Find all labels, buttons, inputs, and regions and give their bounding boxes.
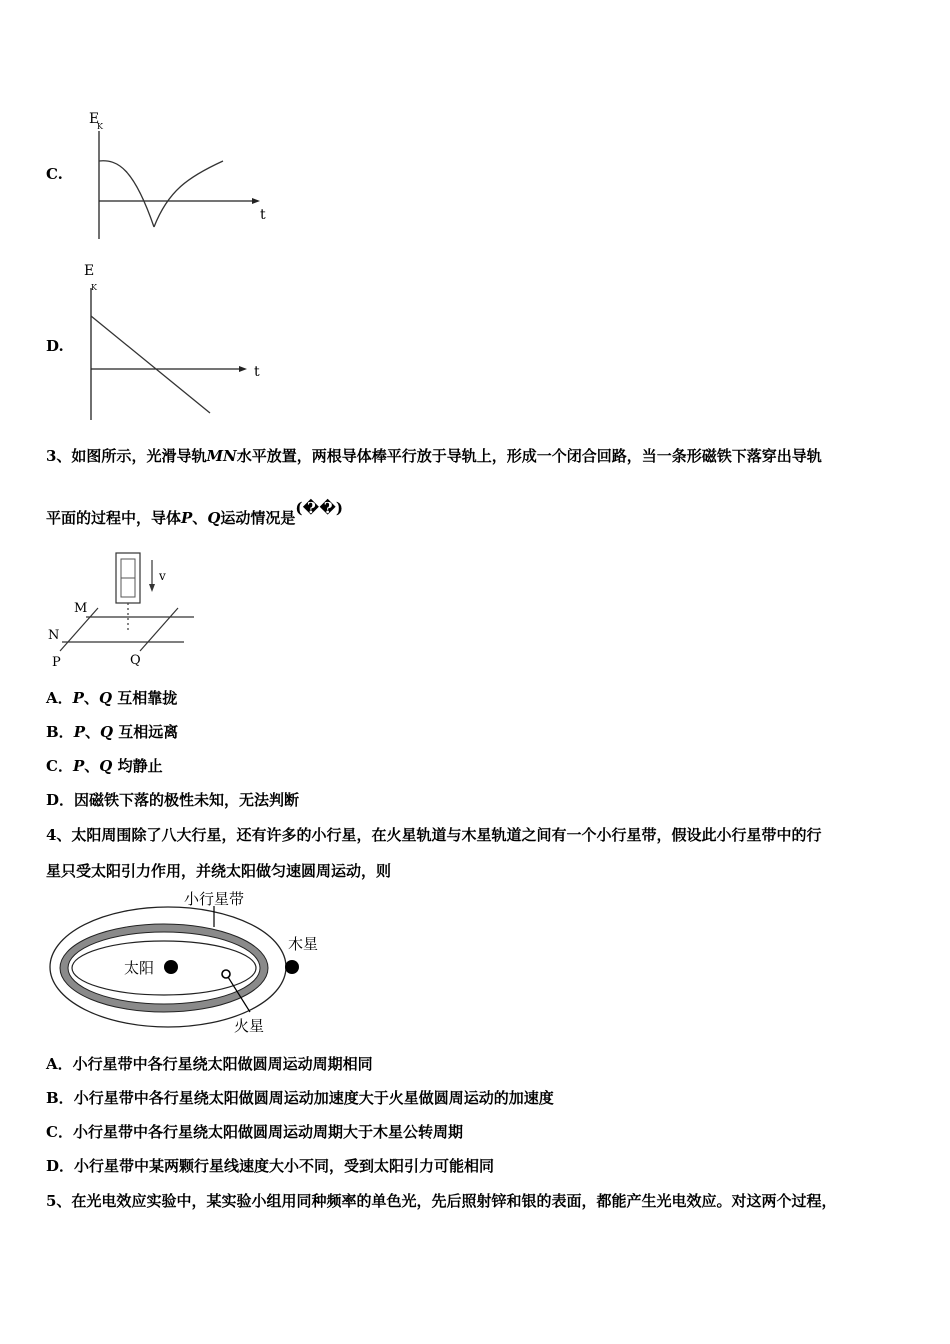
rail-label-n: N	[48, 628, 60, 643]
q5-stem-line1: 5、在光电效应实验中，某实验小组用同种频率的单色光，先后照射锌和银的表面，都能产生光电效应。对这两个过程，	[46, 1192, 837, 1210]
graph-c-label: C.	[46, 165, 63, 183]
graph-c-curve-rising	[154, 161, 223, 227]
q3-option-c[interactable]: C．P、Q 均静止	[46, 757, 163, 775]
velocity-label: v	[159, 569, 166, 583]
asteroid-belt-inner-edge	[68, 932, 260, 1004]
graph-c-curve-falling	[99, 161, 154, 227]
graph-d-line	[91, 316, 210, 413]
graph-d-x-label: t	[254, 364, 260, 380]
q3-stem-line2: 平面的过程中，导体P、Q运动情况是(��)	[46, 499, 343, 527]
mars-orbit	[72, 941, 256, 995]
graph-d-label: D.	[46, 337, 64, 355]
rod-label-p: P	[52, 655, 61, 670]
q4-option-a[interactable]: A．小行星带中各行星绕太阳做圆周运动周期相同	[46, 1055, 373, 1073]
q3-option-a[interactable]: A．P、Q 互相靠拢	[46, 689, 178, 707]
q4-option-b[interactable]: B．小行星带中各行星绕太阳做圆周运动加速度大于火星做圆周运动的加速度	[46, 1089, 554, 1107]
q3-figure-magnet-rails	[44, 550, 204, 670]
rod-label-q: Q	[130, 653, 141, 668]
graph-c-y-sub: K	[97, 122, 103, 131]
velocity-arrow-head	[149, 584, 155, 592]
sun-icon	[164, 960, 178, 974]
jupiter-icon	[285, 960, 299, 974]
q4-stem-line2: 星只受太阳引力作用，并绕太阳做匀速圆周运动，则	[46, 862, 392, 880]
conductor-q	[140, 608, 178, 651]
graph-c-x-label: t	[260, 207, 266, 223]
graph-c-y-label: E	[89, 111, 100, 127]
graph-d-y-label: E	[84, 263, 95, 279]
rail-label-m: M	[74, 601, 88, 616]
graph-c-x-arrow	[252, 198, 260, 204]
graph-c-figure	[80, 105, 280, 245]
belt-label: 小行星带	[184, 890, 245, 908]
q3-option-b[interactable]: B．P、Q 互相远离	[46, 723, 179, 741]
q3-stem-line1: 3、如图所示，光滑导轨MN水平放置，两根导体棒平行放于导轨上，形成一个闭合回路，当一条形磁铁下落穿出导轨	[46, 447, 822, 465]
q4-option-c[interactable]: C．小行星带中各行星绕太阳做圆周运动周期大于木星公转周期	[46, 1123, 463, 1141]
q4-option-d[interactable]: D．小行星带中某两颗行星线速度大小不同，受到太阳引力可能相同	[46, 1157, 495, 1175]
graph-d-x-arrow	[239, 366, 247, 372]
sun-label: 太阳	[124, 959, 155, 977]
graph-d-figure	[78, 258, 278, 423]
mars-icon	[222, 970, 230, 978]
q4-figure-asteroid-belt	[44, 888, 334, 1038]
mars-label: 火星	[234, 1017, 265, 1035]
q4-stem-line1: 4、太阳周围除了八大行星，还有许多的小行星，在火星轨道与木星轨道之间有一个小行星带，假设此小行星带中的行	[46, 826, 822, 844]
jupiter-label: 木星	[288, 935, 319, 953]
graph-d-y-sub: K	[91, 283, 97, 292]
asteroid-belt-band	[64, 928, 264, 1008]
q3-option-d[interactable]: D．因磁铁下落的极性未知，无法判断	[46, 791, 300, 809]
